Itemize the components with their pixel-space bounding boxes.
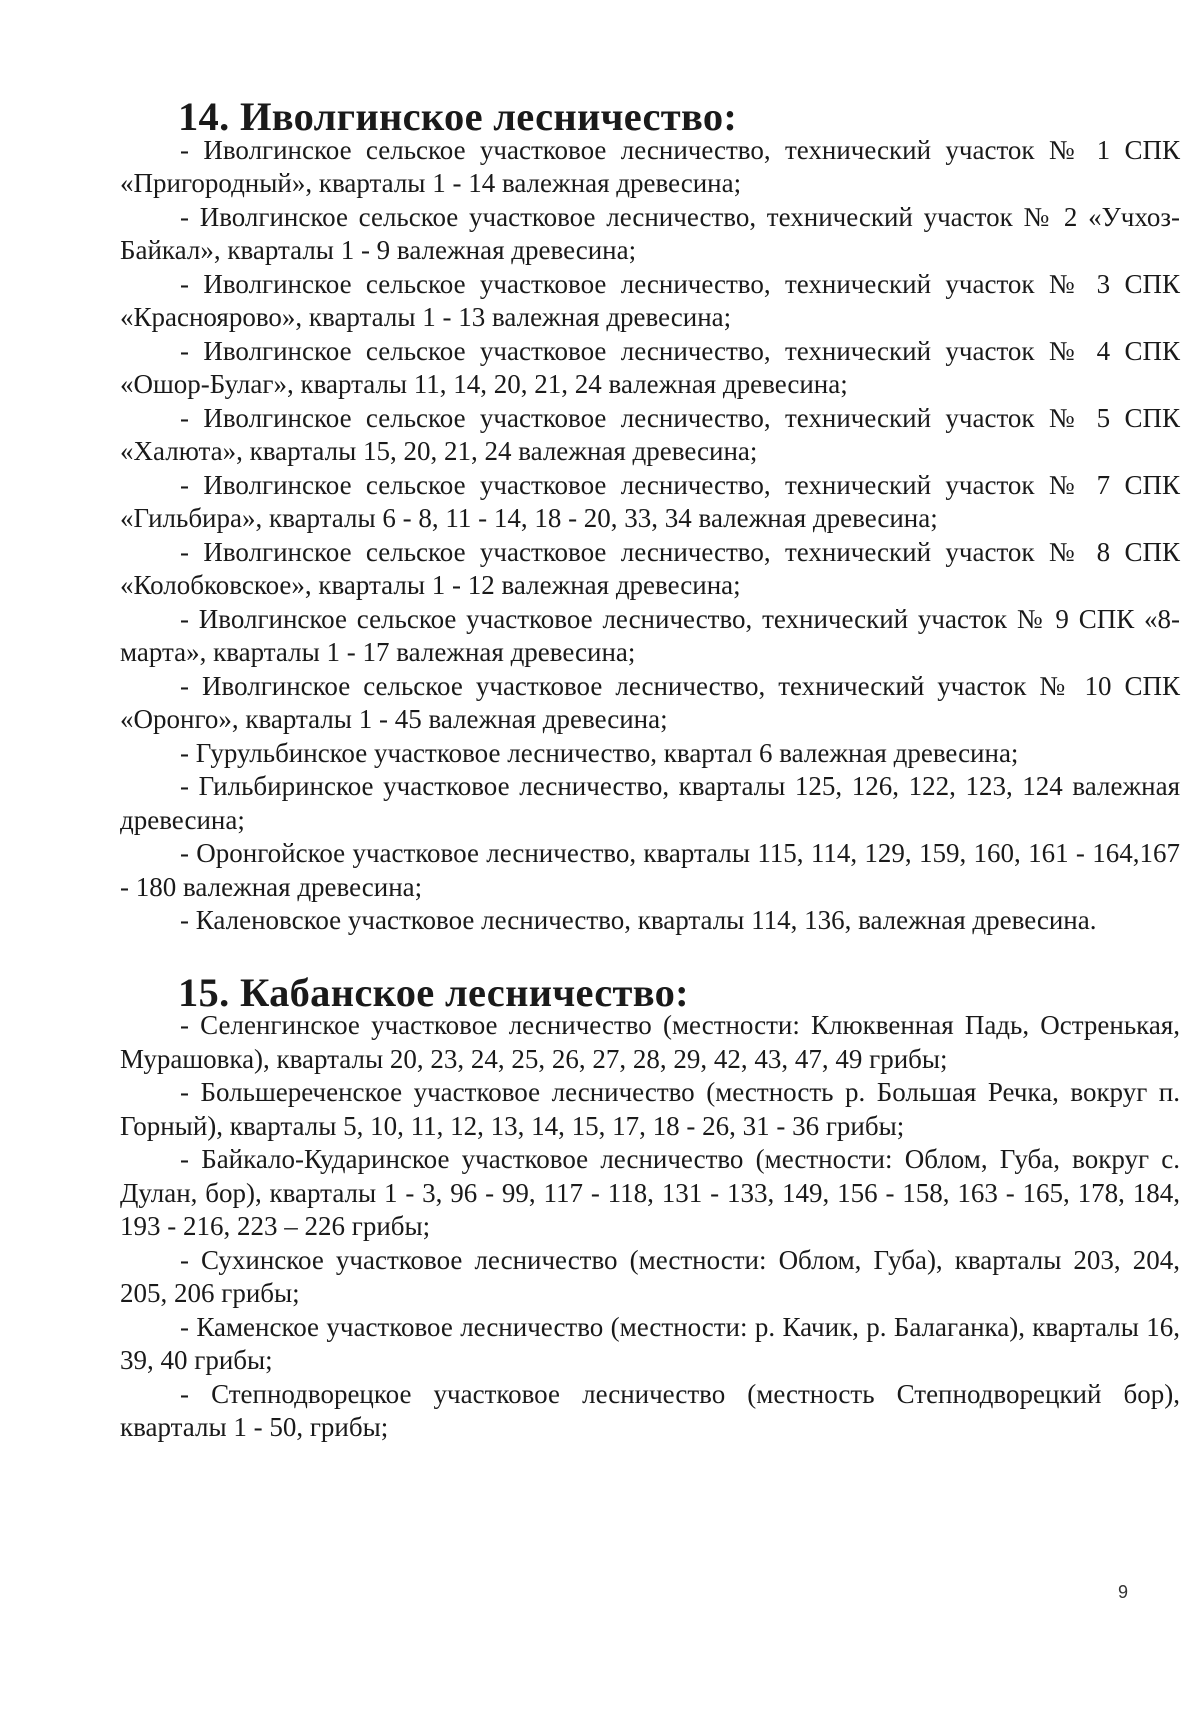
section-heading: 14. Иволгинское лесничество: [178, 94, 738, 139]
list-item: - Гильбиринское участковое лесничество, кварталы 125, 126, 122, 123, 124 валежная древесина; [120, 771, 1180, 835]
list-item: - Иволгинское сельское участковое лесничество, технический участок № 3 СПК «Красноярово», кварталы 1 - 13 валежная древесина; [120, 268, 1180, 332]
list-item: - Каленовское участковое лесничество, кварталы 114, 136, валежная древесина. [180, 905, 1097, 935]
list-item: - Большереченское участковое лесничество (местность р. Большая Речка, вокруг п. Горный), кварталы 5, 10, 11, 12, 13, 14, 15, 17, 18 - 26, 31 - 36 грибы; [120, 1077, 1180, 1141]
document-body [120, 94, 1180, 1445]
list-item: - Байкало-Кударинское участковое лесничество (местности: Облом, Губа, вокруг с. Дулан, бор), кварталы 1 - 3, 96 - 99, 117 - 118, 131 - 133, 149, 156 - 158, 163 - 165, 178, 184, 193 - 216, 223 – 226 грибы; [120, 1144, 1180, 1241]
list-item: - Иволгинское сельское участковое лесничество, технический участок № 7 СПК «Гильбира», кварталы 6 - 8, 11 - 14, 18 - 20, 33, 34 валежная древесина; [120, 469, 1180, 533]
page-number: 9 [1118, 1582, 1129, 1602]
list-item: - Иволгинское сельское участковое лесничество, технический участок № 10 СПК «Оронго», кварталы 1 - 45 валежная древесина; [120, 670, 1180, 734]
list-item: - Гурульбинское участковое лесничество, квартал 6 валежная древесина; [180, 737, 1019, 768]
list-item: - Селенгинское участковое лесничество (местности: Клюквенная Падь, Остренькая, Мурашовка), кварталы 20, 23, 24, 25, 26, 27, 28, 29, 42, 43, 47, 49 грибы; [120, 1010, 1180, 1074]
list-item: - Иволгинское сельское участковое лесничество, технический участок № 9 СПК «8-марта», кварталы 1 - 17 валежная древесина; [120, 603, 1180, 667]
section-ivolginskoe [120, 94, 1180, 938]
list-item: - Каменское участковое лесничество (местности: р. Качик, р. Балаганка), кварталы 16, 39, 40 грибы; [120, 1311, 1180, 1375]
list-item: - Сухинское участковое лесничество (местности: Облом, Губа), кварталы 203, 204, 205, 206 грибы; [120, 1244, 1180, 1308]
list-item: - Иволгинское сельское участковое лесничество, технический участок № 2 «Учхоз- Байкал», кварталы 1 - 9 валежная древесина; [120, 201, 1180, 265]
list-item: - Иволгинское сельское участковое лесничество, технический участок № 1 СПК «Пригородный», кварталы 1 - 14 валежная древесина; [120, 134, 1180, 198]
section-kabanskoe [120, 969, 1180, 1445]
list-item: - Степнодворецкое участковое лесничество (местность Степнодворецкий бор), кварталы 1 - 50, грибы; [120, 1378, 1180, 1442]
list-item: - Иволгинское сельское участковое лесничество, технический участок № 5 СПК «Халюта», кварталы 15, 20, 21, 24 валежная древесина; [120, 402, 1180, 466]
section-heading: 15. Кабанское лесничество: [178, 969, 689, 1015]
list-item: - Иволгинское сельское участковое лесничество, технический участок № 4 СПК «Ошор-Булаг», кварталы 11, 14, 20, 21, 24 валежная древесина; [120, 335, 1180, 399]
list-item: - Иволгинское сельское участковое лесничество, технический участок № 8 СПК «Колобковское», кварталы 1 - 12 валежная древесина; [120, 536, 1180, 600]
list-item: - Оронгойское участковое лесничество, кварталы 115, 114, 129, 159, 160, 161 - 164,167 - 180 валежная древесина; [120, 838, 1180, 902]
